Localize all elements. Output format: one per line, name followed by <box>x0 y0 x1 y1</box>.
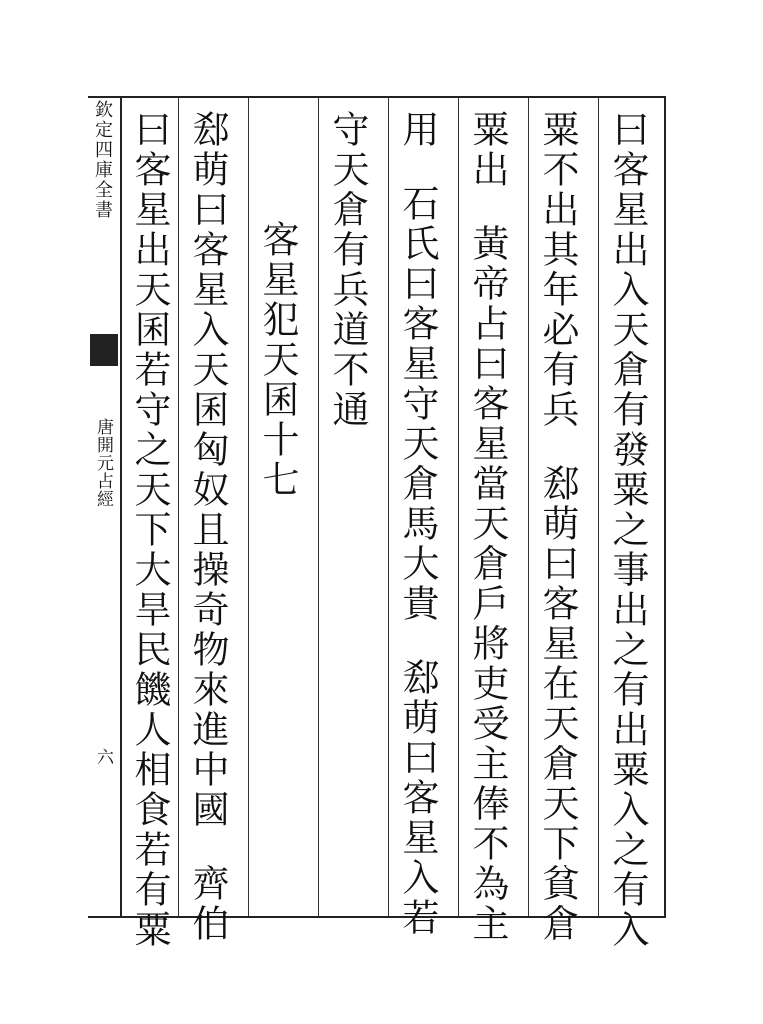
column-text-note: 黃帝占曰客星當天倉戶將吏受主俸不為主 <box>466 224 509 944</box>
column-text: 曰客星出入天倉有發粟之事出之有出粟入之有入 <box>606 110 649 950</box>
column-divider <box>598 98 599 916</box>
column-divider <box>528 98 529 916</box>
section-title: 客星犯天囷十七 <box>256 220 299 500</box>
section-heading <box>256 220 298 500</box>
fishtail-mark <box>90 334 118 366</box>
margin-chapter-label: 唐開元占經 <box>93 418 113 508</box>
column-text: 曰客星出天囷若守之天下大旱民饑人相食若有粟 <box>128 110 171 950</box>
column-text: 粟不出其年必有兵 <box>536 110 579 430</box>
frame-right-border <box>664 96 666 918</box>
column-divider <box>388 98 389 916</box>
column-text-note: 齊伯 <box>186 864 229 944</box>
text-column-8 <box>128 110 170 950</box>
column-text-note: 石氏曰客星守天倉馬大貴 <box>396 184 439 624</box>
margin-page-number: 六 <box>93 748 113 765</box>
column-divider <box>178 98 179 916</box>
column-text: 粟出 <box>466 110 509 190</box>
text-column-3 <box>466 110 508 944</box>
margin-book-title: 欽定四庫全書 <box>92 100 113 220</box>
column-divider <box>318 98 319 916</box>
frame-bottom-border <box>88 916 666 918</box>
column-text: 用 <box>396 110 439 150</box>
column-text-note-2: 郄萌曰客星入若 <box>396 658 439 938</box>
column-text-note: 郄萌曰客星在天倉天下貧倉 <box>536 464 579 944</box>
text-column-4 <box>396 110 438 938</box>
column-text: 郄萌曰客星入天囷匈奴且操奇物來進中國 <box>186 110 229 830</box>
column-text: 守天倉有兵道不通 <box>326 110 369 430</box>
text-column-5 <box>326 110 368 430</box>
column-divider <box>458 98 459 916</box>
text-column-2 <box>536 110 578 944</box>
column-divider <box>248 98 249 916</box>
text-column-7 <box>186 110 228 944</box>
fold-line <box>120 96 122 918</box>
text-column-1 <box>606 110 648 950</box>
frame-top-border <box>88 96 666 98</box>
